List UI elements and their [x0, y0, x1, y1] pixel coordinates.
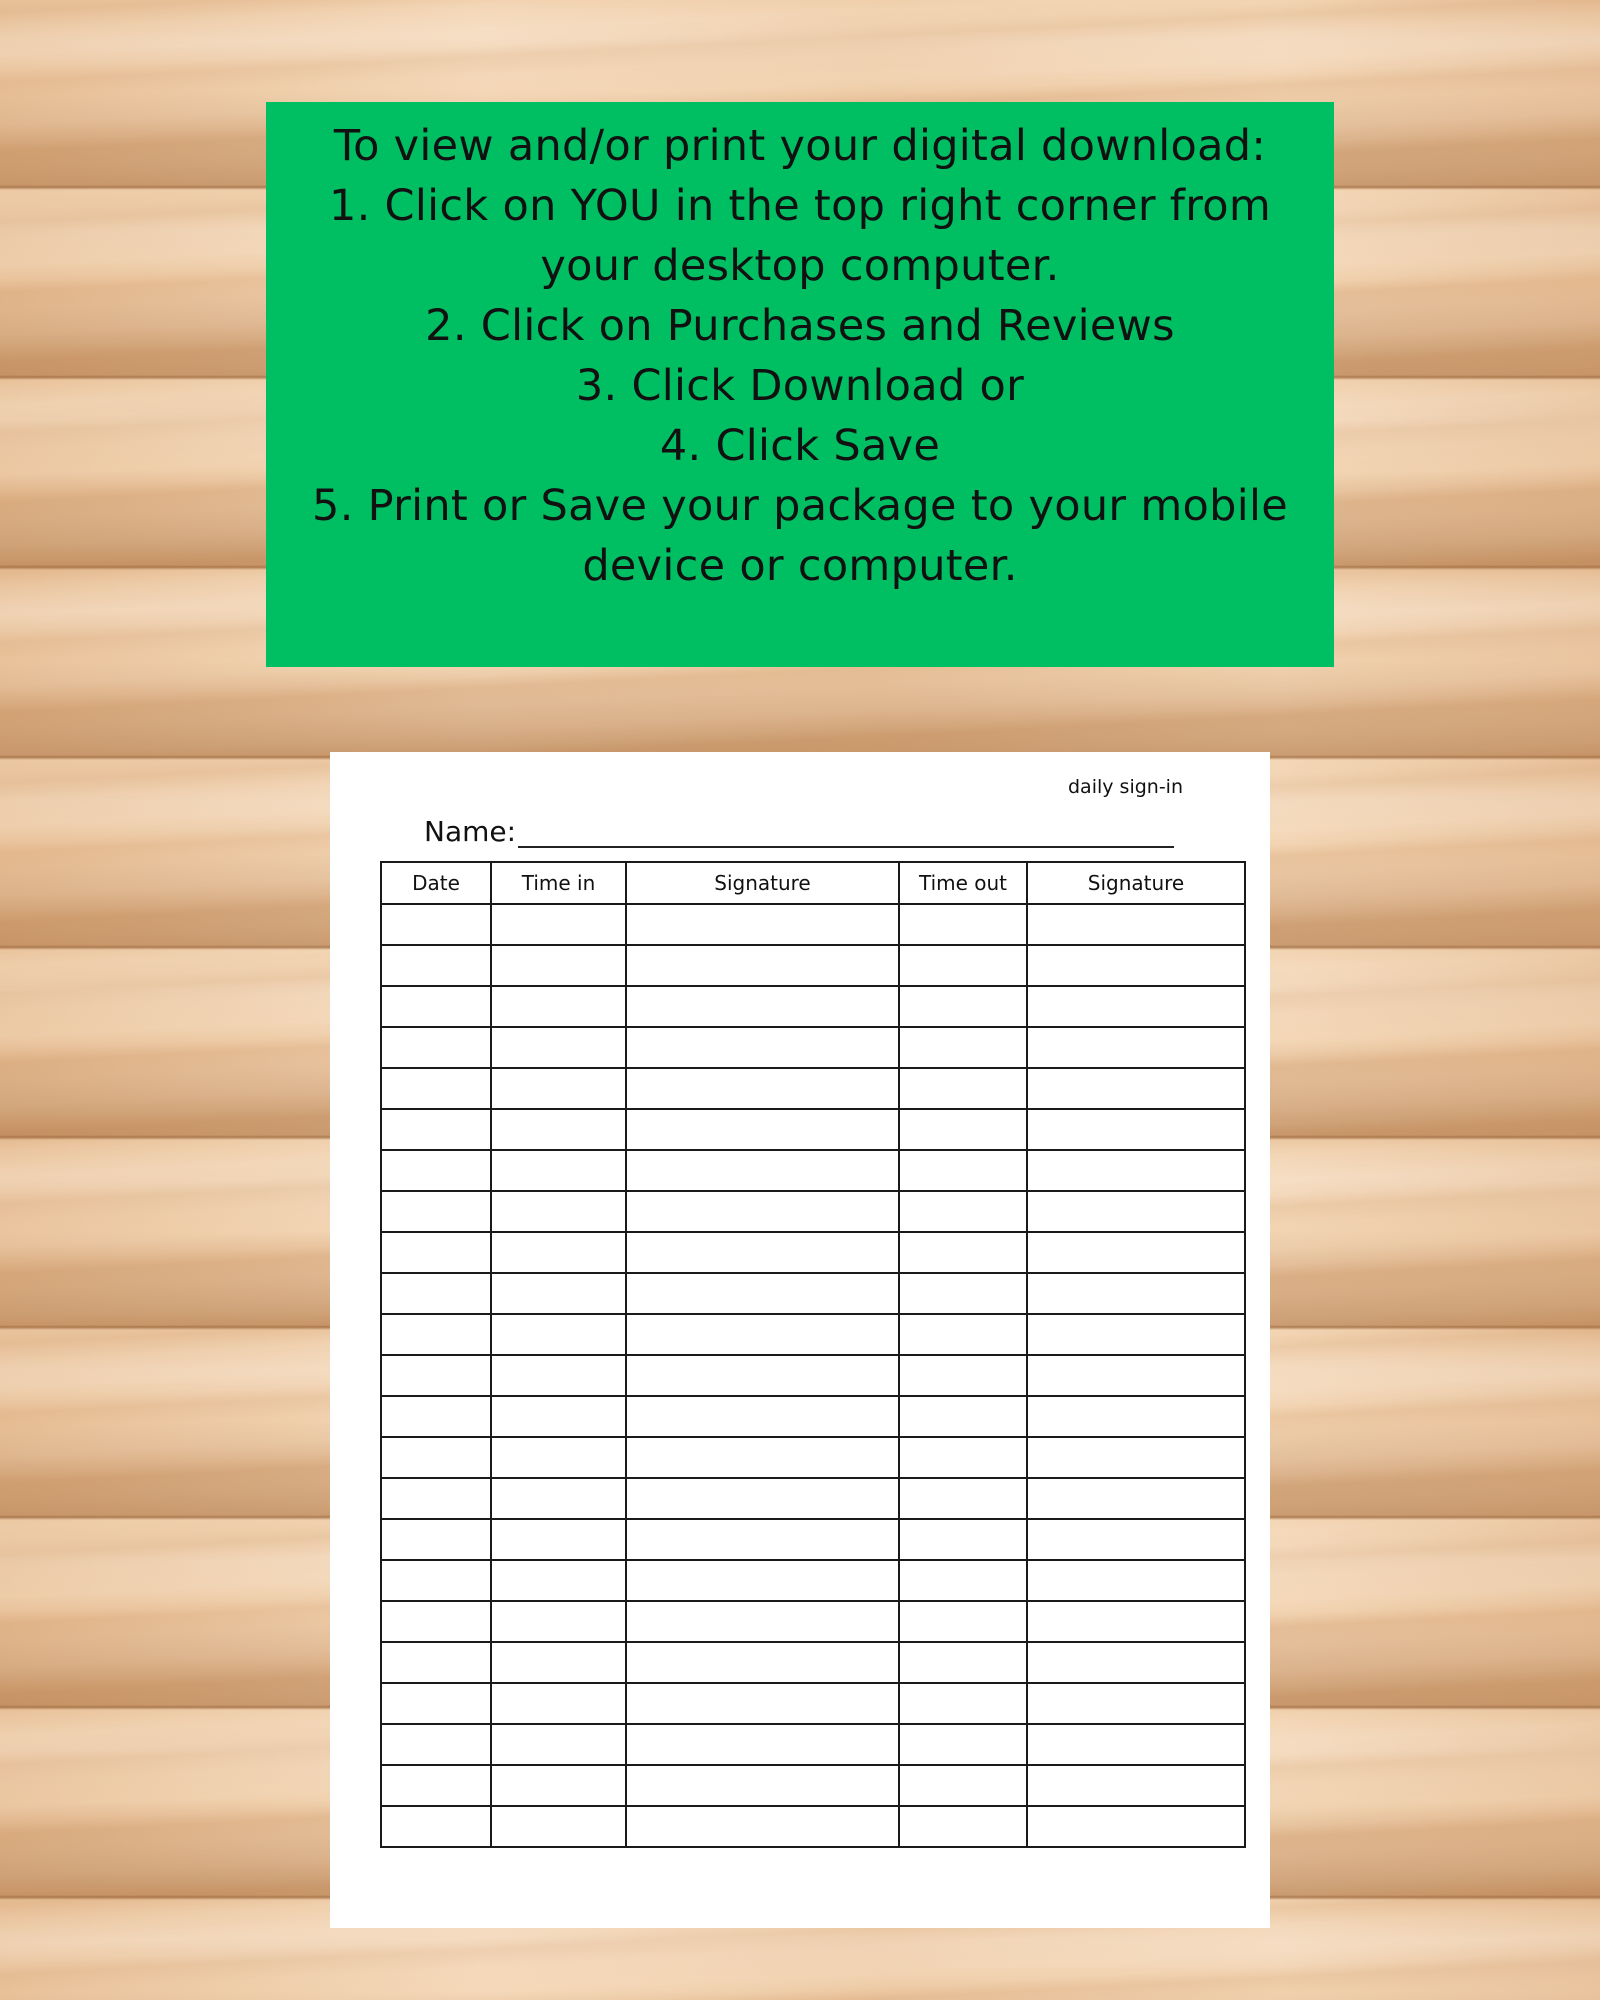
table-cell — [381, 1191, 491, 1232]
table-cell — [899, 1765, 1027, 1806]
table-cell — [381, 945, 491, 986]
name-label: Name: — [424, 815, 517, 848]
table-cell — [626, 904, 899, 945]
table-cell — [899, 1150, 1027, 1191]
table-cell — [899, 1601, 1027, 1642]
table-cell — [1027, 1191, 1245, 1232]
table-cell — [899, 904, 1027, 945]
table-cell — [1027, 945, 1245, 986]
table-cell — [899, 1478, 1027, 1519]
instruction-line: 5. Print or Save your package to your mobile — [312, 481, 1288, 531]
column-header-signature-in: Signature — [626, 862, 899, 904]
table-cell — [1027, 904, 1245, 945]
table-cell — [626, 1683, 899, 1724]
table-cell — [1027, 1232, 1245, 1273]
table-cell — [626, 1519, 899, 1560]
table-cell — [899, 1273, 1027, 1314]
table-cell — [491, 1642, 626, 1683]
table-cell — [626, 1478, 899, 1519]
table-cell — [491, 1232, 626, 1273]
table-cell — [491, 1724, 626, 1765]
table-cell — [1027, 1724, 1245, 1765]
table-row — [381, 1314, 1245, 1355]
table-cell — [899, 1314, 1027, 1355]
column-header-date: Date — [381, 862, 491, 904]
table-cell — [381, 1109, 491, 1150]
table-row — [381, 1191, 1245, 1232]
table-cell — [1027, 1519, 1245, 1560]
table-cell — [491, 1191, 626, 1232]
table-row — [381, 1109, 1245, 1150]
table-cell — [1027, 1314, 1245, 1355]
table-cell — [491, 1478, 626, 1519]
table-cell — [626, 1068, 899, 1109]
table-cell — [491, 1765, 626, 1806]
table-row — [381, 1150, 1245, 1191]
table-cell — [491, 1027, 626, 1068]
table-cell — [899, 1191, 1027, 1232]
table-cell — [1027, 1355, 1245, 1396]
table-cell — [491, 1068, 626, 1109]
table-cell — [626, 1724, 899, 1765]
table-cell — [381, 986, 491, 1027]
table-row — [381, 1355, 1245, 1396]
table-cell — [491, 1601, 626, 1642]
table-cell — [899, 1519, 1027, 1560]
table-cell — [381, 1232, 491, 1273]
table-cell — [381, 1642, 491, 1683]
table-cell — [626, 1396, 899, 1437]
instruction-line: 4. Click Save — [659, 421, 941, 471]
table-cell — [381, 1068, 491, 1109]
table-cell — [1027, 1765, 1245, 1806]
table-row — [381, 1724, 1245, 1765]
table-cell — [899, 1068, 1027, 1109]
table-cell — [899, 1396, 1027, 1437]
table-row — [381, 1683, 1245, 1724]
table-cell — [491, 1150, 626, 1191]
table-cell — [381, 1478, 491, 1519]
table-row — [381, 1068, 1245, 1109]
table-cell — [381, 1601, 491, 1642]
table-row — [381, 1478, 1245, 1519]
table-row — [381, 1560, 1245, 1601]
name-line — [518, 820, 1174, 848]
table-cell — [1027, 986, 1245, 1027]
table-header-row — [381, 862, 1245, 904]
name-row — [424, 812, 1174, 848]
table-cell — [626, 1806, 899, 1847]
table-cell — [626, 1437, 899, 1478]
table-cell — [381, 1027, 491, 1068]
table-cell — [626, 1232, 899, 1273]
table-cell — [899, 1683, 1027, 1724]
instruction-line: 2. Click on Purchases and Reviews — [425, 301, 1175, 351]
table-cell — [626, 1560, 899, 1601]
table-cell — [381, 1683, 491, 1724]
table-cell — [899, 1806, 1027, 1847]
table-cell — [899, 1642, 1027, 1683]
table-cell — [491, 1437, 626, 1478]
table-cell — [381, 1355, 491, 1396]
table-cell — [381, 1724, 491, 1765]
table-row — [381, 1273, 1245, 1314]
table-body — [381, 904, 1245, 1847]
column-header-time-in: Time in — [491, 862, 626, 904]
table-cell — [491, 1355, 626, 1396]
table-cell — [899, 1109, 1027, 1150]
table-cell — [491, 986, 626, 1027]
table-cell — [491, 1519, 626, 1560]
table-cell — [899, 1560, 1027, 1601]
table-cell — [1027, 1396, 1245, 1437]
table-cell — [381, 1519, 491, 1560]
table-cell — [1027, 1273, 1245, 1314]
table-cell — [1027, 1560, 1245, 1601]
table-cell — [1027, 1642, 1245, 1683]
table-cell — [626, 1191, 899, 1232]
table-cell — [1027, 1806, 1245, 1847]
table-cell — [626, 1601, 899, 1642]
table-row — [381, 1519, 1245, 1560]
table-cell — [1027, 1478, 1245, 1519]
table-cell — [626, 1355, 899, 1396]
table-cell — [626, 1109, 899, 1150]
table-row — [381, 904, 1245, 945]
table-cell — [1027, 1437, 1245, 1478]
instruction-line: device or computer. — [582, 541, 1018, 591]
table-cell — [626, 1314, 899, 1355]
instructions-panel — [266, 102, 1334, 667]
table-cell — [899, 1437, 1027, 1478]
table-cell — [1027, 1150, 1245, 1191]
table-cell — [491, 904, 626, 945]
table-cell — [899, 986, 1027, 1027]
table-cell — [1027, 1683, 1245, 1724]
table-cell — [899, 1355, 1027, 1396]
table-row — [381, 1027, 1245, 1068]
sign-in-table — [380, 861, 1246, 1848]
table-row — [381, 1642, 1245, 1683]
table-row — [381, 986, 1245, 1027]
column-header-signature-out: Signature — [1027, 862, 1245, 904]
sign-in-sheet — [330, 752, 1270, 1928]
table-cell — [491, 1273, 626, 1314]
table-cell — [626, 945, 899, 986]
table-cell — [626, 1027, 899, 1068]
table-cell — [491, 1314, 626, 1355]
table-cell — [626, 1765, 899, 1806]
table-cell — [626, 1150, 899, 1191]
table-cell — [491, 1396, 626, 1437]
table-cell — [1027, 1068, 1245, 1109]
table-cell — [381, 1437, 491, 1478]
table-cell — [1027, 1027, 1245, 1068]
instruction-line: To view and/or print your digital download: — [333, 121, 1267, 171]
table-cell — [1027, 1109, 1245, 1150]
sheet-label: daily sign-in — [1068, 776, 1184, 798]
instruction-line: 1. Click on YOU in the top right corner from — [328, 181, 1272, 231]
table-row — [381, 1601, 1245, 1642]
table-row — [381, 1396, 1245, 1437]
table-cell — [491, 945, 626, 986]
table-cell — [1027, 1601, 1245, 1642]
table-cell — [491, 1806, 626, 1847]
table-cell — [626, 986, 899, 1027]
table-cell — [381, 1150, 491, 1191]
table-cell — [381, 1396, 491, 1437]
table-cell — [491, 1683, 626, 1724]
table-cell — [491, 1109, 626, 1150]
instruction-line: 3. Click Download or — [575, 361, 1025, 411]
table-cell — [381, 1314, 491, 1355]
table-cell — [381, 1273, 491, 1314]
table-row — [381, 1806, 1245, 1847]
table-cell — [899, 1027, 1027, 1068]
table-row — [381, 1765, 1245, 1806]
table-row — [381, 945, 1245, 986]
table-cell — [626, 1642, 899, 1683]
table-cell — [626, 1273, 899, 1314]
column-header-time-out: Time out — [899, 862, 1027, 904]
table-cell — [381, 1765, 491, 1806]
table-cell — [381, 1560, 491, 1601]
table-cell — [899, 945, 1027, 986]
table-cell — [899, 1232, 1027, 1273]
table-row — [381, 1232, 1245, 1273]
table-cell — [381, 1806, 491, 1847]
instruction-line: your desktop computer. — [540, 241, 1060, 291]
table-cell — [491, 1560, 626, 1601]
table-row — [381, 1437, 1245, 1478]
table-cell — [381, 904, 491, 945]
table-cell — [899, 1724, 1027, 1765]
